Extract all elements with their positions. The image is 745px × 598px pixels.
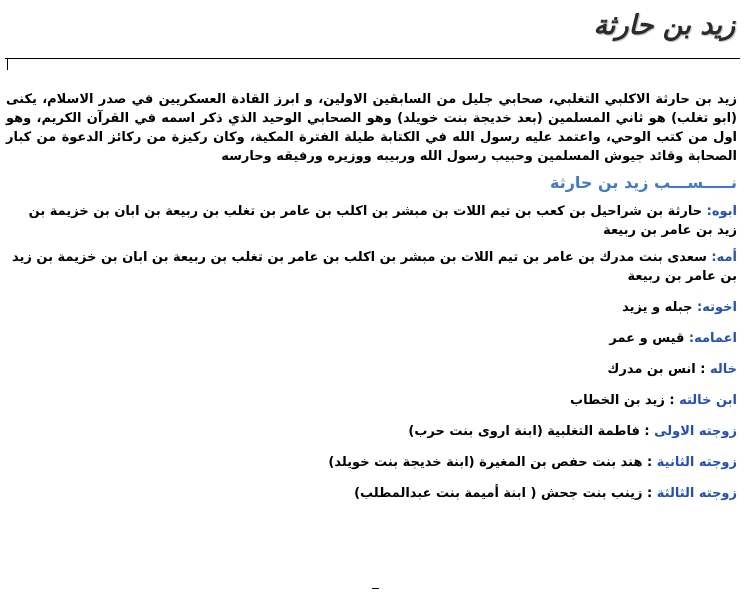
relation-value: قيس و عمر [609, 331, 689, 346]
relation-value: : فاطمة التغلبية (ابنة اروى بنت حرب) [408, 424, 655, 439]
relation-value: : هند بنت حفص بن المغيرة (ابنة خديجة بنت خويلد) [328, 455, 657, 470]
relation-label: زوجته الثالثة [656, 486, 737, 501]
intro-paragraph: زيد بن حارثة الاكلبي التغلبي، صحابي جليل من السابقين الاولين، و ابرز القادة العسكريين في صدر الاسلام، يكنى (ابو تغلب) هو ثاني المسلمين (بعد خديجة بنت خويلد) وهو الصحابي الوحيد الذي ذكر اسمه في القرآن الكريم، وهو اول من كتب الوحي، واعتمد عليه رسول الله في الكتابة طيلة الفترة المكية، وكان ركيزة من ركائز الدعوة من كبار الصحابة وقائد جيوش المسلمين وحبيب رسول الله وربيبه ووزيره ورفيقه وحارسه [6, 92, 737, 164]
relation-mother [6, 248, 737, 286]
lineage-heading: نـــــســـب زيد بن حارثة [549, 173, 737, 192]
relation-label: زوجته الاولى [654, 424, 737, 439]
relation-wife-first [6, 422, 737, 441]
relation-value: حارثة بن شراحيل بن كعب بن تيم اللات بن مبشر بن اكلب بن عامر بن تغلب بن ربيعة بن ابان بن خزيمة بن زيد بن عامر بن ربيعة [28, 204, 737, 238]
relation-maternal-cousin [6, 391, 737, 410]
frame-edge [7, 58, 8, 70]
relation-father [6, 202, 737, 240]
relation-paternal-uncles [6, 329, 737, 348]
relation-label: اعمامه: [688, 331, 737, 346]
stray-underscore [372, 588, 379, 589]
relation-label: ابن خالته [679, 393, 737, 408]
relation-label: زوجته الثانية [656, 455, 737, 470]
title-bar [0, 0, 745, 68]
relation-maternal-uncle [6, 360, 737, 379]
relation-label: خاله [709, 362, 737, 377]
relation-value: سعدى بنت مدرك بن عامر بن تيم اللات بن مبشر بن اكلب بن عامر بن تغلب بن ربيعة بن ابان بن خزيمة بن زيد بن عامر بن ربيعة [12, 250, 737, 284]
title-divider [5, 58, 740, 59]
article-body [6, 90, 737, 503]
relation-value: : زيد بن الخطاب [570, 393, 680, 408]
relation-value: : زينب بنت جحش ( ابنة أميمة بنت عبدالمطلب) [354, 486, 657, 501]
page-title: زيد بن حارثة [593, 10, 735, 41]
relation-siblings [6, 298, 737, 317]
relation-wife-second [6, 453, 737, 472]
relation-value: : انس بن مدرك [607, 362, 710, 377]
relation-wife-third [6, 484, 737, 503]
relation-label: ابوه: [706, 204, 737, 219]
relation-value: جبله و يزيد [622, 300, 698, 315]
relation-label: أمه: [711, 250, 737, 265]
relation-label: اخوته: [697, 300, 737, 315]
